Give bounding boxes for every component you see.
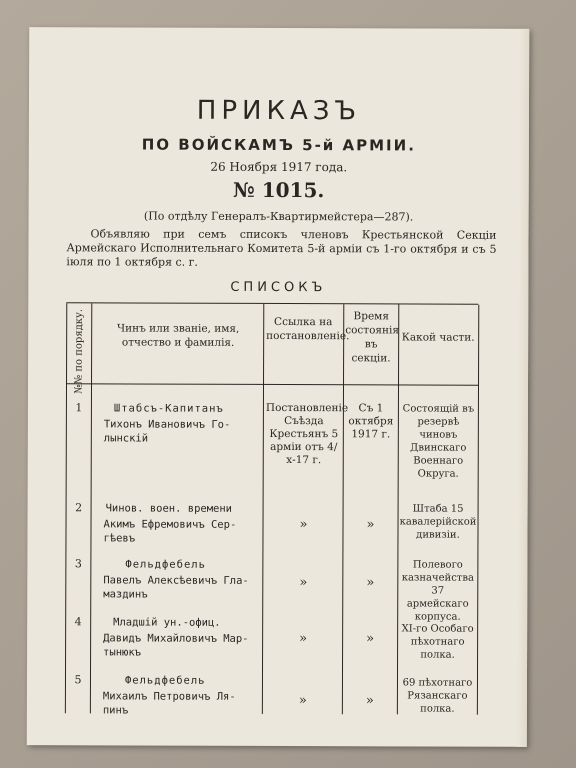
header-reference: Ссылка на постановленіе. <box>266 315 350 343</box>
row-number: 4 <box>74 615 82 629</box>
ditto-mark: » <box>365 693 374 709</box>
member-rank: Чинов. воен. времени <box>105 502 233 515</box>
row-number: 1 <box>75 401 83 415</box>
document-page <box>27 27 530 747</box>
member-name-cont: гѣевъ <box>103 532 136 545</box>
table-divider <box>342 304 344 714</box>
member-rank: Фельдфебель <box>124 674 206 687</box>
table-divider <box>262 304 264 714</box>
member-rank: Штабсъ-Капитанъ <box>113 402 224 415</box>
unit-text: 69 пѣхотнаго Рязанскаго полка. <box>402 677 473 715</box>
time-text: Съ 1 октября 1917 г. <box>348 402 394 441</box>
header-time: Время состоянія въ секціи. <box>345 310 400 365</box>
member-name-cont: маздинъ <box>103 588 148 601</box>
ditto-mark: » <box>299 517 308 533</box>
row-number: 3 <box>74 557 82 571</box>
header-number: №№ по порядку. <box>72 308 85 394</box>
department-note: (По отдѣлу Генералъ-Квартирмейстера—287). <box>143 209 414 224</box>
member-name: Павелъ Алексѣевичъ Гла- <box>103 574 249 587</box>
member-name: Тихонъ Ивановичъ Го- <box>103 418 231 431</box>
header-divider <box>66 383 478 385</box>
unit-text: Состоящій въ резервѣ чиновъ Двинскаго Военнаго Округа. <box>402 403 475 480</box>
ditto-mark: » <box>366 575 375 591</box>
document-date: 26 Ноября 1917 года. <box>210 159 348 175</box>
header-name: Чинъ или званіе, имя, отчество и фамилія. <box>116 322 240 349</box>
document-title: ПРИКАЗЪ <box>196 95 362 127</box>
unit-text: Полевого казначейства 37 армейскаго корпуса. <box>401 559 474 623</box>
ditto-mark: » <box>299 631 308 647</box>
reference-text: Постановленіе Съѣзда Крестьянъ 5 арміи отъ 4/х-17 г. <box>265 401 349 467</box>
order-number: № 1015. <box>232 177 325 203</box>
unit-text: XI-го Особаго пѣхотнаго полка. <box>401 623 474 661</box>
member-name-cont: тынюкъ <box>103 646 142 659</box>
table-border-right <box>477 305 479 715</box>
member-name-cont: лынскій <box>103 432 149 445</box>
row-number: 2 <box>75 501 83 515</box>
document-subtitle: ПО ВОЙСКАМЪ 5-й АРМІИ. <box>141 135 416 155</box>
intro-paragraph: Объявляю при семъ списокъ членовъ Крестьянской Секціи Армейскаго Исполнительнаго Комитета 5-й арміи съ 1-го октября и съ 5 іюля по 1 октября с. г. <box>66 227 497 269</box>
ditto-mark: » <box>366 631 375 647</box>
member-rank: Фельдфебель <box>125 558 206 571</box>
unit-text: Штаба 15 кавалерійской дивизіи. <box>399 503 477 541</box>
member-name-cont: пинъ <box>102 704 129 717</box>
ditto-mark: » <box>299 575 308 591</box>
member-name: Акимъ Ефремовичъ Сер- <box>103 518 237 531</box>
ditto-mark: » <box>298 693 307 709</box>
member-name: Михаилъ Петровичъ Ля- <box>102 690 236 703</box>
list-heading: СПИСОКЪ <box>230 279 327 296</box>
ditto-mark: » <box>366 517 375 533</box>
member-rank: Младшій ун.-офиц. <box>113 616 221 629</box>
member-name: Давидъ Михайловичъ Мар- <box>103 632 249 645</box>
row-number: 5 <box>74 673 82 687</box>
members-table <box>65 302 478 717</box>
header-unit: Какой части. <box>401 331 475 344</box>
